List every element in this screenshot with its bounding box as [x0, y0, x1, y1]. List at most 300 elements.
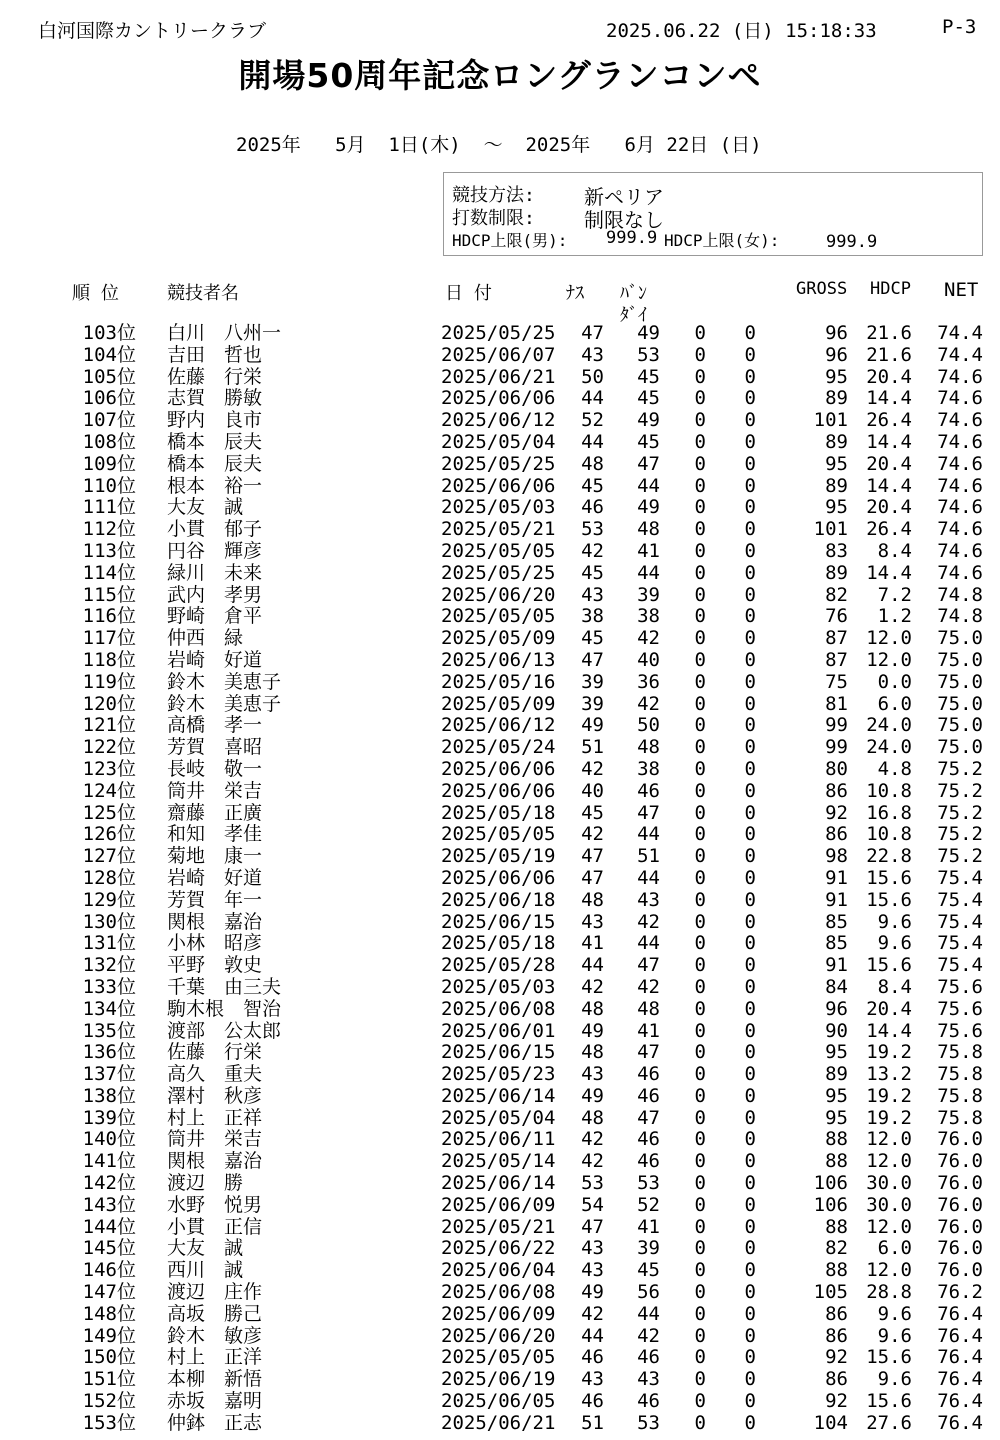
table-row: [0, 933, 1000, 955]
table-row: [0, 846, 1000, 868]
zero-cell-2: 0: [744, 823, 756, 846]
out-score-cell: 47: [581, 845, 604, 868]
gross-cell: 88: [825, 1259, 848, 1282]
date-cell: 2025/05/23: [441, 1063, 556, 1086]
hdcp-cell: 14.4: [866, 561, 912, 584]
rank-cell: 145位: [82, 1237, 136, 1260]
hdcp-cell: 1.2: [877, 605, 912, 628]
zero-cell-2: 0: [744, 583, 756, 606]
out-score-cell: 49: [581, 714, 604, 737]
gross-cell: 92: [825, 801, 848, 824]
zero-cell-1: 0: [694, 779, 706, 802]
name-cell: 仲西 緑: [167, 627, 244, 650]
name-cell: 野崎 倉平: [167, 605, 263, 628]
out-score-cell: 42: [581, 1150, 604, 1173]
zero-cell-2: 0: [744, 975, 756, 998]
competition-period: 2025年 5月 1日(木) ～ 2025年 6月 22日 (日): [236, 134, 762, 156]
zero-cell-2: 0: [744, 997, 756, 1020]
date-cell: 2025/06/04: [441, 1259, 556, 1282]
net-cell: 75.4: [937, 866, 983, 889]
name-cell: 村上 正洋: [167, 1346, 263, 1369]
gross-cell: 92: [825, 1390, 848, 1413]
zero-cell-2: 0: [744, 757, 756, 780]
rank-cell: 129位: [82, 888, 136, 911]
date-cell: 2025/05/25: [441, 322, 556, 344]
hdcp-cell: 9.6: [877, 910, 912, 933]
name-cell: 本柳 新悟: [167, 1368, 263, 1391]
rank-cell: 116位: [82, 605, 136, 628]
hdcp-cell: 13.2: [866, 1063, 912, 1086]
net-cell: 75.4: [937, 954, 983, 977]
in-score-cell: 49: [637, 409, 660, 432]
gross-cell: 88: [825, 1215, 848, 1238]
gross-cell: 92: [825, 1346, 848, 1369]
gross-cell: 89: [825, 1063, 848, 1086]
in-score-cell: 42: [637, 627, 660, 650]
zero-cell-2: 0: [744, 1346, 756, 1369]
zero-cell-2: 0: [744, 496, 756, 519]
out-score-cell: 43: [581, 583, 604, 606]
hdcp-female-value: 999.9: [826, 232, 878, 252]
rank-cell: 126位: [82, 823, 136, 846]
table-row: [0, 519, 1000, 541]
zero-cell-1: 0: [694, 1193, 706, 1216]
date-cell: 2025/05/03: [441, 975, 556, 998]
name-cell: 西川 誠: [167, 1259, 244, 1282]
zero-cell-1: 0: [694, 975, 706, 998]
in-score-cell: 46: [637, 779, 660, 802]
date-cell: 2025/05/09: [441, 692, 556, 715]
hdcp-cell: 9.6: [877, 932, 912, 955]
rank-cell: 110位: [82, 474, 136, 497]
zero-cell-1: 0: [694, 1128, 706, 1151]
zero-cell-1: 0: [694, 997, 706, 1020]
out-score-cell: 40: [581, 779, 604, 802]
zero-cell-1: 0: [694, 823, 706, 846]
table-row: [0, 388, 1000, 410]
out-score-cell: 49: [581, 1019, 604, 1042]
gross-cell: 85: [825, 910, 848, 933]
zero-cell-2: 0: [744, 888, 756, 911]
hdcp-cell: 30.0: [866, 1193, 912, 1216]
gross-cell: 105: [813, 1281, 848, 1304]
zero-cell-1: 0: [694, 1390, 706, 1413]
rank-cell: 114位: [82, 561, 136, 584]
hdcp-cell: 12.0: [866, 1150, 912, 1173]
zero-cell-2: 0: [744, 1128, 756, 1151]
name-cell: 長岐 敬一: [167, 757, 263, 780]
net-cell: 74.6: [937, 365, 983, 388]
date-cell: 2025/05/19: [441, 845, 556, 868]
zero-cell-1: 0: [694, 561, 706, 584]
hdcp-cell: 8.4: [877, 975, 912, 998]
date-cell: 2025/06/05: [441, 1390, 556, 1413]
zero-cell-1: 0: [694, 343, 706, 366]
date-cell: 2025/06/20: [441, 583, 556, 606]
date-cell: 2025/06/08: [441, 1281, 556, 1304]
date-cell: 2025/05/05: [441, 605, 556, 628]
name-cell: 平野 敦史: [167, 954, 263, 977]
table-row: [0, 1086, 1000, 1108]
zero-cell-2: 0: [744, 910, 756, 933]
in-score-cell: 47: [637, 1041, 660, 1064]
in-score-cell: 49: [637, 496, 660, 519]
in-score-cell: 45: [637, 387, 660, 410]
col-name-header: 競技者名: [167, 283, 239, 304]
rank-cell: 121位: [82, 714, 136, 737]
gross-cell: 88: [825, 1128, 848, 1151]
net-cell: 75.2: [937, 845, 983, 868]
out-score-cell: 48: [581, 1041, 604, 1064]
in-score-cell: 46: [637, 1063, 660, 1086]
zero-cell-2: 0: [744, 322, 756, 344]
rank-cell: 143位: [82, 1193, 136, 1216]
in-score-cell: 47: [637, 1106, 660, 1129]
rank-cell: 118位: [82, 648, 136, 671]
gross-cell: 95: [825, 365, 848, 388]
net-cell: 76.4: [937, 1411, 983, 1434]
col-rank-header: 順 位: [72, 283, 119, 304]
hdcp-cell: 20.4: [866, 365, 912, 388]
in-score-cell: 42: [637, 1324, 660, 1347]
net-cell: 75.0: [937, 692, 983, 715]
rank-cell: 108位: [82, 430, 136, 453]
zero-cell-2: 0: [744, 845, 756, 868]
name-cell: 渡辺 勝: [167, 1172, 244, 1195]
rank-cell: 131位: [82, 932, 136, 955]
table-row: [0, 563, 1000, 585]
date-cell: 2025/06/12: [441, 409, 556, 432]
table-row: [0, 1347, 1000, 1369]
net-cell: 76.0: [937, 1172, 983, 1195]
rank-cell: 153位: [82, 1411, 136, 1434]
date-cell: 2025/05/16: [441, 670, 556, 693]
zero-cell-1: 0: [694, 954, 706, 977]
name-cell: 白川 八州一: [167, 322, 282, 344]
date-cell: 2025/05/25: [441, 561, 556, 584]
hdcp-cell: 12.0: [866, 1128, 912, 1151]
hdcp-cell: 27.6: [866, 1411, 912, 1434]
gross-cell: 95: [825, 1041, 848, 1064]
rank-cell: 151位: [82, 1368, 136, 1391]
gross-cell: 95: [825, 452, 848, 475]
in-score-cell: 41: [637, 539, 660, 562]
table-row: [0, 606, 1000, 628]
zero-cell-2: 0: [744, 1368, 756, 1391]
net-cell: 76.4: [937, 1302, 983, 1325]
net-cell: 74.6: [937, 561, 983, 584]
name-cell: 大友 誠: [167, 1237, 244, 1260]
net-cell: 75.4: [937, 932, 983, 955]
table-row: [0, 1042, 1000, 1064]
in-score-cell: 44: [637, 1302, 660, 1325]
hdcp-cell: 12.0: [866, 627, 912, 650]
method-label: 競技方法:: [452, 185, 535, 206]
rank-cell: 130位: [82, 910, 136, 933]
name-cell: 筒井 栄吉: [167, 779, 263, 802]
name-cell: 大友 誠: [167, 496, 244, 519]
in-score-cell: 47: [637, 954, 660, 977]
date-cell: 2025/06/22: [441, 1237, 556, 1260]
zero-cell-1: 0: [694, 888, 706, 911]
zero-cell-2: 0: [744, 1390, 756, 1413]
table-row: [0, 1173, 1000, 1195]
hdcp-cell: 0.0: [877, 670, 912, 693]
zero-cell-2: 0: [744, 692, 756, 715]
rank-cell: 149位: [82, 1324, 136, 1347]
hdcp-cell: 16.8: [866, 801, 912, 824]
net-cell: 75.0: [937, 714, 983, 737]
table-row: [0, 454, 1000, 476]
hdcp-cell: 14.4: [866, 387, 912, 410]
hdcp-cell: 6.0: [877, 692, 912, 715]
name-cell: 菊地 康一: [167, 845, 263, 868]
zero-cell-2: 0: [744, 954, 756, 977]
net-cell: 75.8: [937, 1106, 983, 1129]
date-cell: 2025/06/21: [441, 365, 556, 388]
gross-cell: 87: [825, 648, 848, 671]
net-cell: 74.8: [937, 605, 983, 628]
table-row: [0, 868, 1000, 890]
rank-cell: 135位: [82, 1019, 136, 1042]
name-cell: 澤村 秋彦: [167, 1084, 263, 1107]
date-cell: 2025/05/04: [441, 430, 556, 453]
out-score-cell: 43: [581, 1237, 604, 1260]
gross-cell: 99: [825, 736, 848, 759]
date-cell: 2025/06/06: [441, 474, 556, 497]
out-score-cell: 49: [581, 1281, 604, 1304]
rank-cell: 103位: [82, 322, 136, 344]
date-cell: 2025/06/06: [441, 866, 556, 889]
hdcp-cell: 15.6: [866, 866, 912, 889]
in-score-cell: 46: [637, 1390, 660, 1413]
out-score-cell: 42: [581, 1128, 604, 1151]
gross-cell: 80: [825, 757, 848, 780]
col-out-header: ﾅｽ: [566, 283, 584, 304]
zero-cell-1: 0: [694, 1150, 706, 1173]
zero-cell-1: 0: [694, 866, 706, 889]
table-row: [0, 345, 1000, 367]
zero-cell-1: 0: [694, 1411, 706, 1434]
in-score-cell: 44: [637, 823, 660, 846]
zero-cell-2: 0: [744, 714, 756, 737]
net-cell: 76.2: [937, 1281, 983, 1304]
zero-cell-1: 0: [694, 452, 706, 475]
name-cell: 武内 孝男: [167, 583, 263, 606]
net-cell: 76.4: [937, 1368, 983, 1391]
zero-cell-2: 0: [744, 539, 756, 562]
zero-cell-1: 0: [694, 627, 706, 650]
table-row: [0, 1391, 1000, 1413]
club-name: 白河国際カントリークラブ: [38, 20, 267, 42]
out-score-cell: 44: [581, 954, 604, 977]
zero-cell-2: 0: [744, 801, 756, 824]
out-score-cell: 53: [581, 1172, 604, 1195]
out-score-cell: 39: [581, 692, 604, 715]
net-cell: 75.8: [937, 1041, 983, 1064]
gross-cell: 87: [825, 627, 848, 650]
out-score-cell: 42: [581, 539, 604, 562]
table-row: [0, 912, 1000, 934]
rank-cell: 150位: [82, 1346, 136, 1369]
net-cell: 74.6: [937, 518, 983, 541]
table-row: [0, 1064, 1000, 1086]
zero-cell-1: 0: [694, 518, 706, 541]
rank-cell: 136位: [82, 1041, 136, 1064]
in-score-cell: 46: [637, 1150, 660, 1173]
in-score-cell: 53: [637, 1172, 660, 1195]
out-score-cell: 44: [581, 387, 604, 410]
in-score-cell: 44: [637, 474, 660, 497]
rank-cell: 144位: [82, 1215, 136, 1238]
table-row: [0, 628, 1000, 650]
col-date-header: 日 付: [445, 283, 492, 304]
zero-cell-2: 0: [744, 627, 756, 650]
name-cell: 円谷 輝彦: [167, 539, 263, 562]
rank-cell: 148位: [82, 1302, 136, 1325]
out-score-cell: 45: [581, 474, 604, 497]
zero-cell-2: 0: [744, 430, 756, 453]
net-cell: 74.8: [937, 583, 983, 606]
table-row: [0, 715, 1000, 737]
gross-cell: 91: [825, 954, 848, 977]
date-cell: 2025/06/15: [441, 910, 556, 933]
gross-cell: 75: [825, 670, 848, 693]
rank-cell: 119位: [82, 670, 136, 693]
gross-cell: 84: [825, 975, 848, 998]
out-score-cell: 47: [581, 1215, 604, 1238]
zero-cell-1: 0: [694, 496, 706, 519]
date-cell: 2025/06/14: [441, 1172, 556, 1195]
table-row: [0, 1369, 1000, 1391]
net-cell: 74.6: [937, 430, 983, 453]
hdcp-cell: 8.4: [877, 539, 912, 562]
zero-cell-2: 0: [744, 365, 756, 388]
gross-cell: 96: [825, 343, 848, 366]
page-title: 開場50周年記念ロングランコンペ: [238, 56, 762, 95]
in-score-cell: 48: [637, 736, 660, 759]
gross-cell: 81: [825, 692, 848, 715]
zero-cell-1: 0: [694, 1041, 706, 1064]
out-score-cell: 38: [581, 605, 604, 628]
out-score-cell: 51: [581, 1411, 604, 1434]
table-row: [0, 1413, 1000, 1435]
zero-cell-1: 0: [694, 430, 706, 453]
zero-cell-2: 0: [744, 1281, 756, 1304]
name-cell: 高久 重夫: [167, 1063, 263, 1086]
out-score-cell: 53: [581, 518, 604, 541]
net-cell: 75.8: [937, 1084, 983, 1107]
name-cell: 渡辺 庄作: [167, 1281, 263, 1304]
zero-cell-2: 0: [744, 1215, 756, 1238]
zero-cell-1: 0: [694, 692, 706, 715]
date-cell: 2025/06/09: [441, 1302, 556, 1325]
gross-cell: 85: [825, 932, 848, 955]
hdcp-cell: 21.6: [866, 343, 912, 366]
name-cell: 水野 悦男: [167, 1193, 263, 1216]
net-cell: 75.8: [937, 1063, 983, 1086]
zero-cell-1: 0: [694, 1106, 706, 1129]
name-cell: 関根 嘉治: [167, 910, 263, 933]
name-cell: 鈴木 敏彦: [167, 1324, 263, 1347]
name-cell: 志賀 勝敏: [167, 387, 263, 410]
net-cell: 74.4: [937, 322, 983, 344]
net-cell: 74.6: [937, 496, 983, 519]
in-score-cell: 44: [637, 932, 660, 955]
in-score-cell: 48: [637, 518, 660, 541]
zero-cell-2: 0: [744, 932, 756, 955]
table-row: [0, 497, 1000, 519]
rank-cell: 128位: [82, 866, 136, 889]
gross-cell: 86: [825, 1324, 848, 1347]
rank-cell: 113位: [82, 539, 136, 562]
gross-cell: 76: [825, 605, 848, 628]
col-in-header-2: ﾀﾞｲ: [620, 305, 647, 326]
zero-cell-1: 0: [694, 1346, 706, 1369]
in-score-cell: 45: [637, 365, 660, 388]
name-cell: 村上 正祥: [167, 1106, 263, 1129]
out-score-cell: 42: [581, 975, 604, 998]
out-score-cell: 42: [581, 757, 604, 780]
hdcp-cell: 9.6: [877, 1302, 912, 1325]
zero-cell-2: 0: [744, 343, 756, 366]
in-score-cell: 48: [637, 997, 660, 1020]
rank-cell: 115位: [82, 583, 136, 606]
gross-cell: 95: [825, 1106, 848, 1129]
in-score-cell: 47: [637, 452, 660, 475]
net-cell: 76.4: [937, 1324, 983, 1347]
out-score-cell: 51: [581, 736, 604, 759]
name-cell: 佐藤 行栄: [167, 1041, 263, 1064]
out-score-cell: 47: [581, 866, 604, 889]
hdcp-cell: 22.8: [866, 845, 912, 868]
gross-cell: 82: [825, 583, 848, 606]
net-cell: 76.0: [937, 1128, 983, 1151]
in-score-cell: 39: [637, 583, 660, 606]
rank-cell: 124位: [82, 779, 136, 802]
zero-cell-1: 0: [694, 387, 706, 410]
table-row: [0, 737, 1000, 759]
rank-cell: 134位: [82, 997, 136, 1020]
zero-cell-2: 0: [744, 452, 756, 475]
rank-cell: 120位: [82, 692, 136, 715]
name-cell: 芳賀 喜昭: [167, 736, 263, 759]
table-row: [0, 1282, 1000, 1304]
net-cell: 76.0: [937, 1193, 983, 1216]
competition-info-box: [443, 172, 983, 256]
gross-cell: 106: [813, 1172, 848, 1195]
col-gross-header: GROSS: [796, 279, 848, 299]
net-cell: 75.6: [937, 997, 983, 1020]
zero-cell-1: 0: [694, 932, 706, 955]
out-score-cell: 44: [581, 430, 604, 453]
hdcp-cell: 28.8: [866, 1281, 912, 1304]
table-row: [0, 999, 1000, 1021]
table-row: [0, 476, 1000, 498]
zero-cell-1: 0: [694, 757, 706, 780]
zero-cell-2: 0: [744, 605, 756, 628]
in-score-cell: 50: [637, 714, 660, 737]
hdcp-cell: 19.2: [866, 1084, 912, 1107]
gross-cell: 104: [813, 1411, 848, 1434]
date-cell: 2025/06/12: [441, 714, 556, 737]
out-score-cell: 48: [581, 452, 604, 475]
date-cell: 2025/05/03: [441, 496, 556, 519]
zero-cell-1: 0: [694, 1368, 706, 1391]
in-score-cell: 45: [637, 430, 660, 453]
in-score-cell: 46: [637, 1346, 660, 1369]
zero-cell-1: 0: [694, 1063, 706, 1086]
